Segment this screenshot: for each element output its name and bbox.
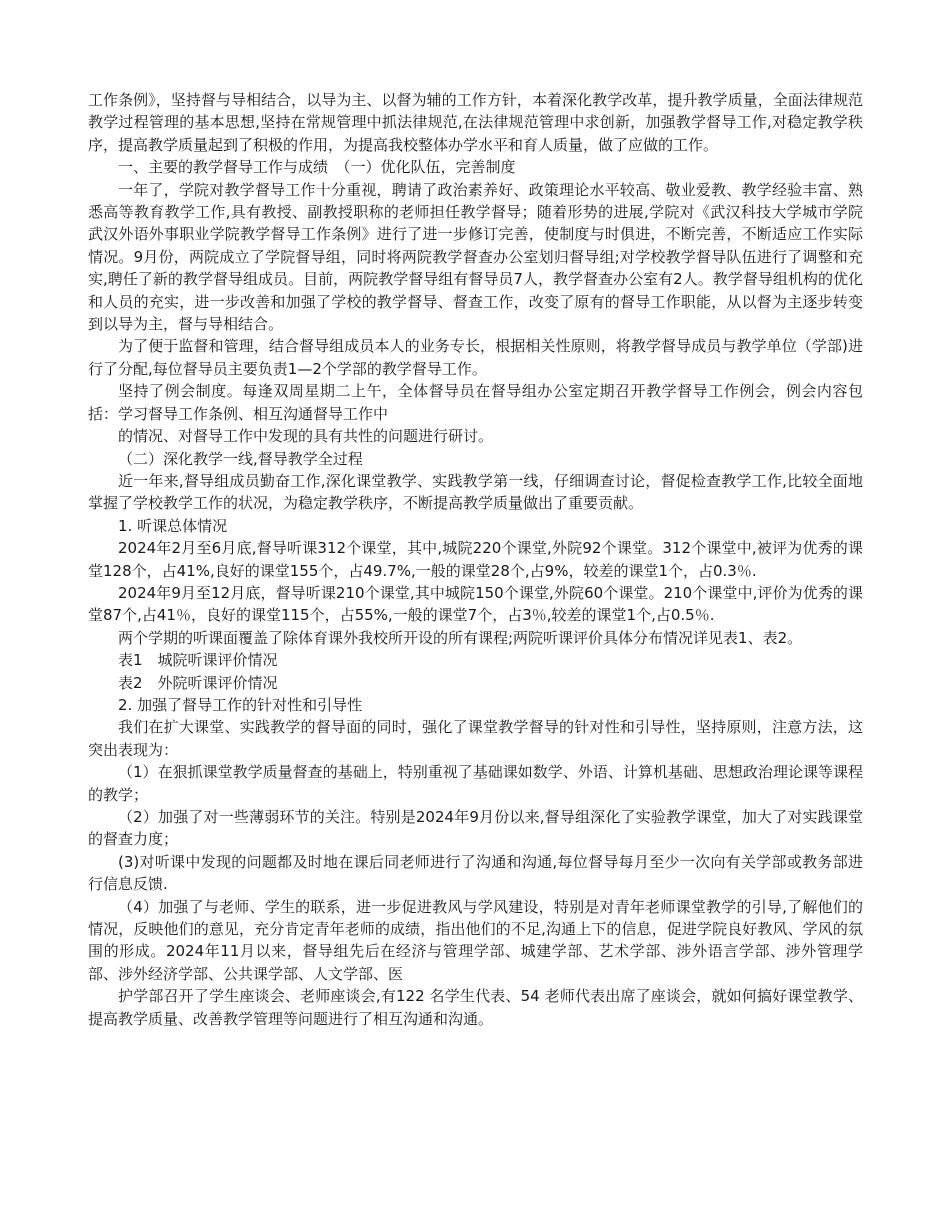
paragraph: 为了便于监督和管理，结合督导组成员本人的业务专长，根据相关性原则，将教学督导成员与教学单位（学部)进行了分配,每位督导员主要负责1—2个学部的教学督导工作。	[88, 337, 863, 378]
paragraph: 1. 听课总体情况	[118, 516, 228, 535]
paragraph: 一年了，学院对教学督导工作十分重视，聘请了政治素养好、政策理论水平较高、敬业爱教、教学经验丰富、熟悉高等教育教学工作,具有教授、副教授职称的老师担任教学督导；随着形势的进展,学院对《武汉科技大学城市学院 武汉外语外事职业学院教学督导工作条例》进行了进一步修订完善，使制度与时俱进，不断完善，不断适应工作实际情况。9月份，两院成立了学院督导组，同时将两院教学督查办公室划归督导组;对学校教学督导队伍进行了调整和充实,聘任了新的教学督导组成员。目前，两院教学督导组有督导员7人，教学督查办公室有2人。教学督导组机构的优化和人员的充实，进一步改善和加强了学校的教学督导、督查工作，改变了原有的督导工作职能，从以督为主逐步转变到以导为主，督与导相结合。	[88, 180, 879, 334]
paragraph: 表2 外院听课评价情况	[118, 673, 278, 692]
paragraph: 的情况、对督导工作中发现的具有共性的问题进行研讨。	[118, 427, 494, 446]
paragraph: 一、主要的教学督导工作与成绩 （一）优化队伍，完善制度	[118, 158, 516, 177]
paragraph: 2024年2月至6月底,督导听课312个课堂，其中,城院220个课堂,外院92个课堂。312个课堂中,被评为优秀的课堂128个，占41%,良好的课堂155个，占49.7%,一般的课堂28个,占9%，较差的课堂1个，占0.3％.	[88, 539, 863, 580]
paragraph: (3)对听课中发现的问题都及时地在课后同老师进行了沟通和沟通,每位督导每月至少一次向有关学部或教务部进行信息反馈.	[88, 852, 863, 894]
paragraph: 近一年来,督导组成员勤奋工作,深化课堂教学、实践教学第一线，仔细调查讨论，督促检查教学工作,比较全面地掌握了学校教学工作的状况，为稳定教学秩序，不断提高教学质量做出了重要贡献。	[88, 471, 863, 513]
paragraph: 我们在扩大课堂、实践教学的督导面的同时，强化了课堂教学督导的针对性和引导性，坚持原则，注意方法，这突出表现为：	[88, 718, 863, 759]
paragraph: （4）加强了与老师、学生的联系，进一步促进教风与学风建设，特别是对青年老师课堂教学的引导,了解他们的情况，反映他们的意见，充分肯定青年老师的成绩，指出他们的不足,沟通上下的信息，促进学院良好教风、学风的氛围的形成。2024年11月以来，督导组先后在经济与管理学部、城建学部、艺术学部、涉外语言学部、涉外管理学部、涉外经济学部、公共课学部、人文学部、医	[88, 897, 863, 983]
document-body	[88, 89, 879, 1030]
paragraph: （2）加强了对一些薄弱环节的关注。特别是2024年9月份以来,督导组深化了实验教学课堂，加大了对实践课堂的督查力度；	[88, 808, 863, 849]
paragraph: 2. 加强了督导工作的针对性和引导性	[118, 695, 363, 714]
paragraph: 坚持了例会制度。每逢双周星期二上午，全体督导员在督导组办公室定期召开教学督导工作例会，例会内容包括：学习督导工作条例、相互沟通督导工作中	[88, 382, 863, 423]
paragraph: 表1 城院听课评价情况	[118, 651, 278, 670]
paragraph: 工作条例》，坚持督与导相结合，以导为主、以督为辅的工作方针，本着深化教学改革，提升教学质量，全面法律规范教学过程管理的基本思想,坚持在常规管理中抓法律规范,在法律规范管理中求创新，加强教学督导工作,对稳定教学秩序，提高教学质量起到了积极的作用，为提高我校整体办学水平和育人质量，做了应做的工作。	[88, 91, 863, 154]
paragraph: 护学部召开了学生座谈会、老师座谈会,有122 名学生代表、54 老师代表出席了座谈会，就如何搞好课堂教学、提高教学质量、改善教学管理等问题进行了相互沟通和沟通。	[88, 987, 863, 1028]
paragraph: （1）在狠抓课堂教学质量督查的基础上，特别重视了基础课如数学、外语、计算机基础、思想政治理论课等课程的教学；	[88, 763, 863, 804]
paragraph: （二）深化教学一线,督导教学全过程	[118, 449, 363, 468]
paragraph: 2024年9月至12月底，督导听课210个课堂,其中城院150个课堂,外院60个课堂。210个课堂中,评价为优秀的课堂87个,占41％，良好的课堂115个，占55%,一般的课堂7个，占3％,较差的课堂1个,占0.5％.	[88, 583, 863, 625]
paragraph: 两个学期的听课面覆盖了除体育课外我校所开设的所有课程;两院听课评价具体分布情况详见表1、表2。	[118, 628, 803, 647]
